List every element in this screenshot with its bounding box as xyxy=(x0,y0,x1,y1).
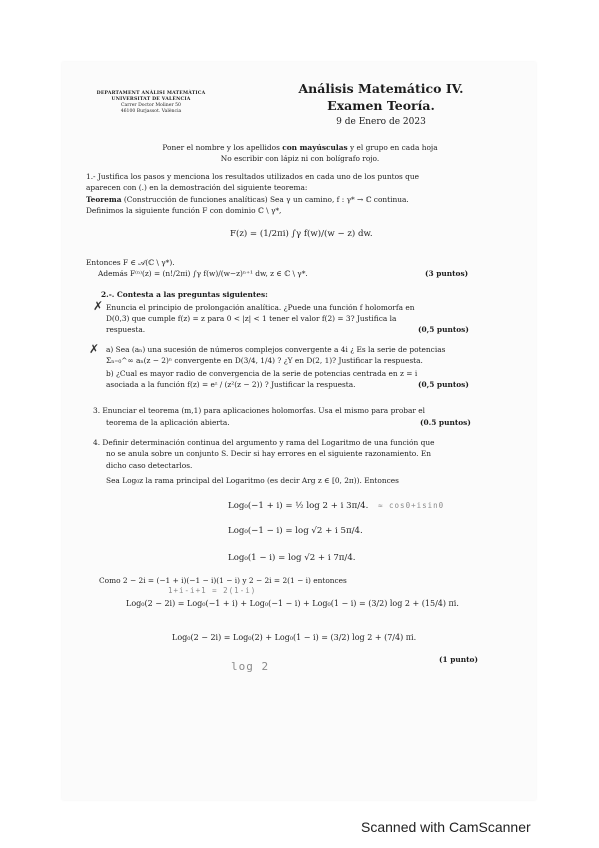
dept-line: 46100 Burjassot. València xyxy=(120,109,182,114)
q1-line: aparecen con (.) en la demostración del siguiente teorema: xyxy=(86,183,308,192)
q4-equation: Log₀(1 − i) = log √2 + i 7π/4. xyxy=(228,553,356,563)
handwritten-note: ≈ cos0+isin0 xyxy=(378,501,445,510)
instructions-line2: No escribir con lápiz ni con bolígrafo rojo. xyxy=(220,154,380,163)
q4-equation: Log₀(−1 + i) = ½ log 2 + i 3π/4. xyxy=(228,501,369,511)
q3-line: 3. Enunciar el teorema (m,1) para aplicaciones holomorfas. Usa el mismo para probar el xyxy=(93,406,426,415)
q2-line: a) Sea (aₙ) una sucesión de números complejos convergente a 4i ¿ Es la serie de potencias xyxy=(106,345,446,354)
q2-line: D(0,3) que cumple f(z) = z para 0 < |z| < 1 tener el valor f(2) = 3? Justifica la xyxy=(106,314,397,323)
dept-line: DEPARTAMENT ANÀLISI MATEMÀTICA xyxy=(96,91,206,96)
q1-line: Entonces F ∈ 𝒜(ℂ \ γ*). xyxy=(86,258,175,267)
exam-title xyxy=(276,80,486,114)
q2-line: respuesta. xyxy=(106,325,146,334)
q2-line: Σₙ₌₀^∞ aₙ(z − 2)ⁿ convergente en D(3/4, 1/4) ? ¿Y en D(2, 1)? Justificar la respuesta. xyxy=(106,356,423,365)
handwritten-note: log 2 xyxy=(231,660,270,673)
exam-date: 9 de Enero de 2023 xyxy=(336,117,426,127)
q2-line: b) ¿Cual es mayor radio de convergencia de la serie de potencias centrada en z = i xyxy=(106,369,418,378)
q1-line: Definimos la siguiente función F con dominio ℂ \ γ*, xyxy=(86,206,282,215)
q1-points: (3 puntos) xyxy=(425,269,469,278)
q4-line: 4. Definir determinación continua del argumento y rama del Logaritmo de una función que xyxy=(93,438,435,447)
handwritten-note: 1+i-i+1 = 2(1-i) xyxy=(168,586,257,595)
course-name: Análisis Matemático IV. xyxy=(298,81,464,96)
check-mark: ✗ xyxy=(89,342,100,356)
q3-line: teorema de la aplicación abierta. xyxy=(106,418,230,427)
check-mark: ✗ xyxy=(93,299,104,313)
department-block xyxy=(82,91,220,115)
theorem-text: (Construcción de funciones analíticas) Sea γ un camino, f : γ* → ℂ continua. xyxy=(121,195,409,204)
q3-points: (0.5 puntos) xyxy=(420,418,471,427)
q4-points: (1 punto) xyxy=(439,655,478,664)
q4-line: Como 2 − 2i = (−1 + i)(−1 − i)(1 − i) y 2 − 2i = 2(1 − i) entonces xyxy=(99,576,347,585)
q2-line: Enuncia el principio de prolongación analítica. ¿Puede una función f holomorfa en xyxy=(106,303,415,312)
instruction-bold: con mayúsculas xyxy=(282,143,348,152)
q4-line: dicho caso detectarlos. xyxy=(106,461,193,470)
theorem-label: Teorema xyxy=(86,195,122,204)
q2-points: (0,5 puntos) xyxy=(418,380,469,389)
q4-equation: Log₀(2 − 2i) = Log₀(−1 + i) + Log₀(−1 − i) + Log₀(1 − i) = (3/2) log 2 + (15/4) πi. xyxy=(126,599,459,608)
q2-line: asociada a la función f(z) = eᶻ / (z²(z − 2)) ? Justificar la respuesta. xyxy=(106,380,356,389)
instruction-text: Poner el nombre y los apellidos xyxy=(162,143,283,152)
dept-line: Carrer Doctor Moliner 50 xyxy=(121,103,181,108)
dept-line: UNIVERSITAT DE VALÈNCIA xyxy=(111,97,191,102)
q4-line: Sea Log₀z la rama principal del Logaritmo (es decir Arg z ∈ [0, 2π)). Entonces xyxy=(106,476,399,485)
exam-name: Examen Teoría. xyxy=(327,98,435,113)
q4-equation: Log₀(2 − 2i) = Log₀(2) + Log₀(1 − i) = (3/2) log 2 + (7/4) πi. xyxy=(172,633,417,642)
q4-line: no se anula sobre un conjunto S. Decir si hay errores en el siguiente razonamiento. En xyxy=(106,449,431,458)
q4-equation: Log₀(−1 − i) = log √2 + i 5π/4. xyxy=(228,526,363,536)
q1-theorem xyxy=(86,194,409,205)
q1-line: 1.- Justifica los pasos y menciona los resultados utilizados en cada uno de los puntos que xyxy=(86,172,420,181)
scanner-watermark: Scanned with CamScanner xyxy=(361,819,531,835)
q2-title: 2.-. Contesta a las preguntas siguientes: xyxy=(101,290,268,299)
instructions-line1 xyxy=(100,142,500,153)
q2-points: (0,5 puntos) xyxy=(418,325,469,334)
q1-formula: F(z) = (1/2πi) ∫γ f(w)/(w − z) dw. xyxy=(230,229,373,239)
instruction-text: y el grupo en cada hoja xyxy=(347,143,438,152)
q1-line: Además F⁽ⁿ⁾(z) = (n!/2πi) ∫γ f(w)/(w−z)ⁿ⁺¹ dw, z ∈ ℂ \ γ*. xyxy=(98,269,308,278)
